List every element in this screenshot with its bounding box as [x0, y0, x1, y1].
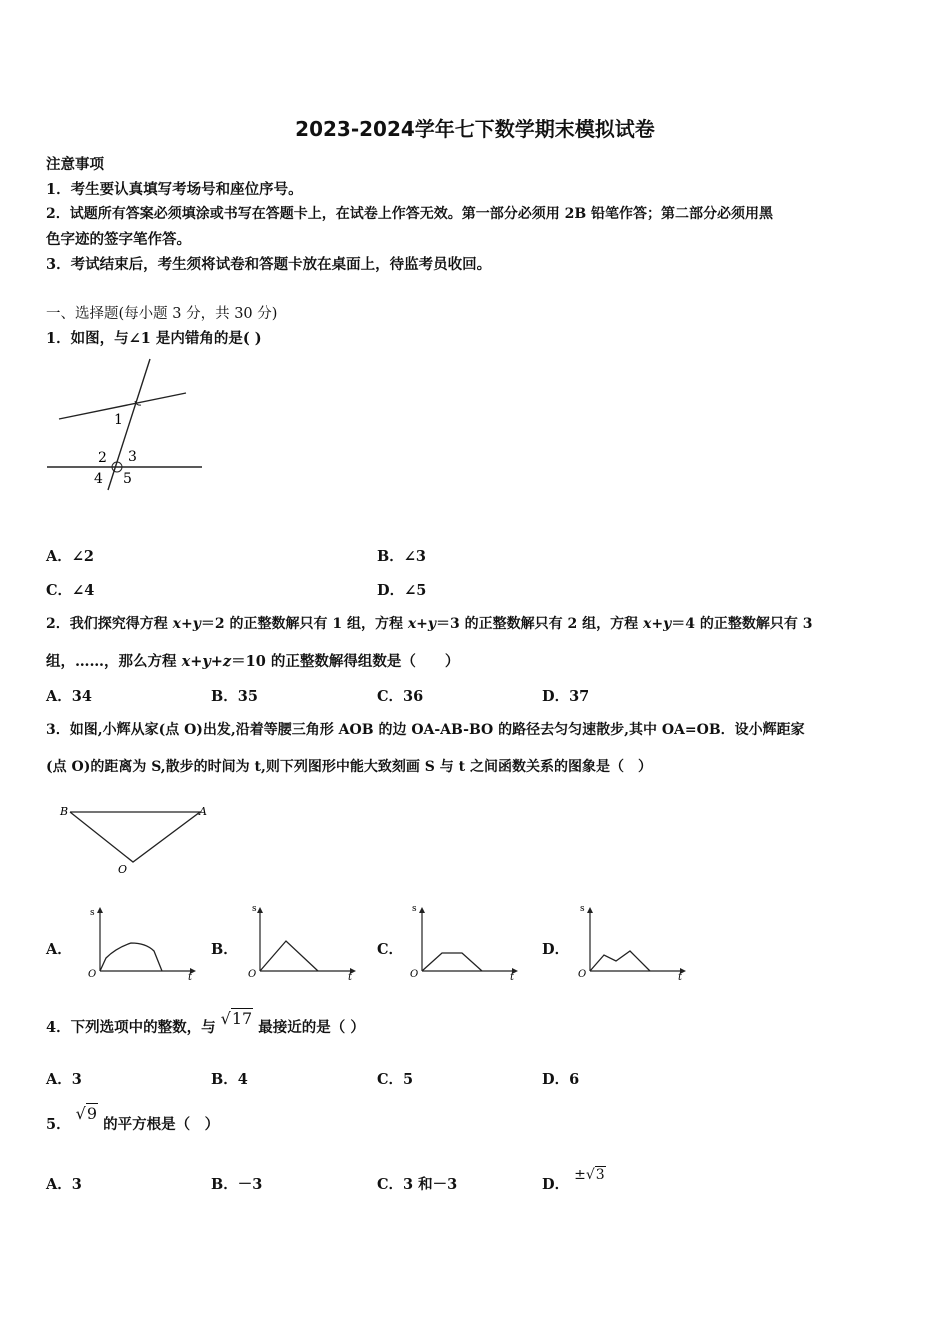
svg-text:s: s — [580, 904, 585, 914]
question-3-stem-line1: 3．如图,小辉从家(点 O)出发,沿着等腰三角形 AOB 的边 OA-AB-BO 的路径去匀匀速散步,其中 OA=OB．设小辉距家 — [46, 722, 805, 738]
question-3-stem-line2: (点 O)的距离为 S,散步的时间为 t,则下列图形中能大致刻画 S 与 t 之间函数关系的图象是（ ） — [46, 759, 652, 775]
svg-text:s: s — [90, 908, 95, 918]
figure-label: 2 — [98, 450, 107, 466]
question-5-option-b[interactable]: B．－3 — [211, 1176, 263, 1193]
question-1-option-d[interactable]: D．∠5 — [377, 582, 427, 599]
sqrt-17: √17 — [220, 1009, 253, 1028]
vertex-label: B — [60, 805, 69, 818]
question-4-option-b[interactable]: B．4 — [211, 1071, 248, 1088]
question-4-option-d[interactable]: D．6 — [542, 1071, 580, 1088]
vertex-label: O — [118, 863, 128, 876]
notice-item: 2．试题所有答案必须填涂或书写在答题卡上，在试卷上作答无效。第一部分必须用 2B 铅笔作答；第二部分必须用黑 — [46, 206, 774, 222]
sqrt-9: √9 — [75, 1104, 98, 1123]
question-2-option-c[interactable]: C．36 — [377, 688, 424, 705]
section-heading: 一、选择题(每小题 3 分，共 30 分) — [46, 306, 278, 322]
svg-text:O: O — [88, 969, 97, 980]
question-2-stem-line1: 2．我们探究得方程 x+y＝2 的正整数解只有 1 组，方程 x+y＝3 的正整数解只有 2 组，方程 x+y＝4 的正整数解只有 3 — [46, 616, 813, 632]
notice-item: 3．考试结束后，考生须将试卷和答题卡放在桌面上，待监考员收回。 — [46, 256, 492, 273]
notice-heading: 注意事项 — [46, 156, 104, 173]
question-1-figure — [44, 357, 214, 492]
question-4-stem: 4．下列选项中的整数，与 √17 最接近的是（ ） — [46, 1009, 365, 1036]
svg-text:t: t — [188, 972, 193, 983]
question-3-option-a[interactable]: A． — [46, 941, 72, 958]
svg-text:t: t — [510, 972, 515, 983]
question-3-graph-c — [408, 903, 520, 983]
page-title: 2023-2024学年七下数学期末模拟试卷 — [295, 117, 655, 141]
svg-text:O: O — [248, 969, 257, 980]
notice-item: 色字迹的签字笔作答。 — [46, 231, 191, 248]
notice-item: 1．考生要认真填写考场号和座位序号。 — [46, 181, 303, 198]
question-1-stem: 1．如图，与∠1 是内错角的是( ) — [46, 330, 262, 347]
question-5-option-c[interactable]: C．3 和－3 — [377, 1176, 458, 1193]
figure-label: 5 — [123, 471, 132, 487]
question-4-option-a[interactable]: A．3 — [46, 1071, 82, 1088]
question-3-option-c[interactable]: C． — [377, 941, 404, 958]
question-5-option-a[interactable]: A．3 — [46, 1176, 82, 1193]
question-2-option-d[interactable]: D．37 — [542, 688, 590, 705]
question-2-stem-line2: 组，……，那么方程 x+y+z＝10 的正整数解得组数是（ ） — [46, 653, 460, 670]
svg-text:t: t — [348, 972, 353, 983]
question-3-graph-d — [576, 903, 688, 983]
question-3-graph-a — [86, 903, 198, 983]
question-2-option-a[interactable]: A．34 — [46, 688, 92, 705]
plus-minus-sqrt-3: ±√3 — [574, 1167, 605, 1183]
svg-text:s: s — [412, 904, 417, 914]
svg-text:t: t — [678, 972, 683, 983]
question-1-option-c[interactable]: C．∠4 — [46, 582, 95, 599]
question-3-option-d[interactable]: D． — [542, 941, 570, 958]
figure-label: 3 — [128, 449, 137, 465]
question-5-stem: 5． √9 的平方根是（ ） — [46, 1104, 220, 1133]
question-3-triangle-figure — [58, 800, 218, 880]
svg-text:O: O — [410, 969, 419, 980]
question-3-option-b[interactable]: B． — [211, 941, 238, 958]
question-3-graph-b — [246, 903, 358, 983]
question-2-option-b[interactable]: B．35 — [211, 688, 258, 705]
question-1-option-a[interactable]: A．∠2 — [46, 548, 94, 565]
figure-label: 1 — [114, 412, 123, 428]
svg-text:s: s — [252, 904, 257, 914]
question-4-option-c[interactable]: C．5 — [377, 1071, 414, 1088]
svg-text:O: O — [578, 969, 587, 980]
question-1-option-b[interactable]: B．∠3 — [377, 548, 426, 565]
question-5-option-d[interactable]: D． ±√3 — [542, 1167, 605, 1193]
figure-label: 4 — [94, 471, 103, 487]
vertex-label: A — [199, 805, 207, 818]
